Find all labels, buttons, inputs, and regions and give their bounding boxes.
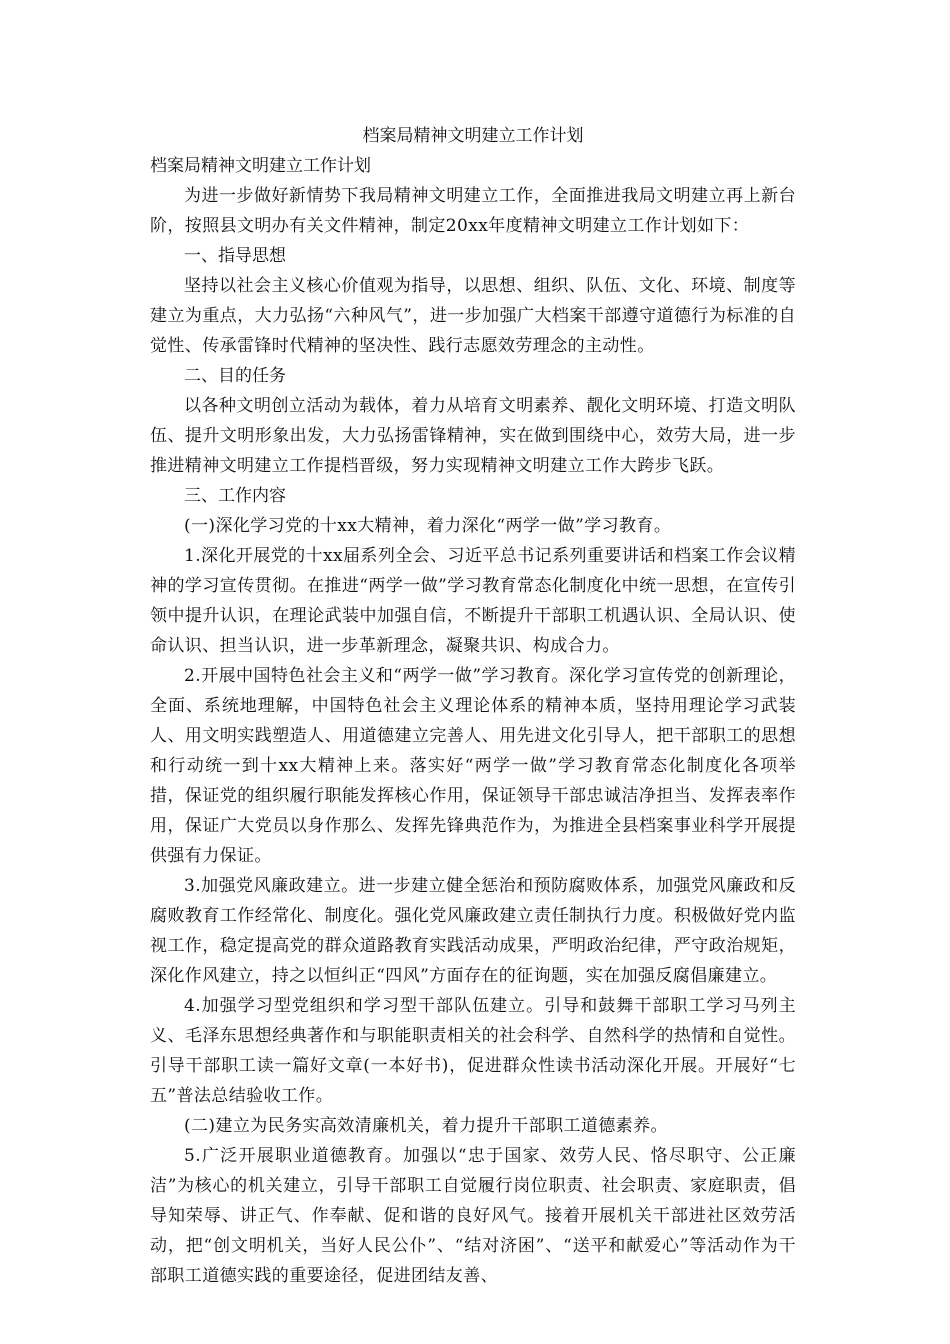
document-title: 档案局精神文明建立工作计划 [362,126,584,146]
paragraph: 坚持以社会主义核心价值观为指导，以思想、组织、队伍、文化、环境、制度等建立为重点，大力弘扬“六种风气”，进一步加强广大档案干部遵守道德行为标准的自觉性、传承雷锋时代精神的坚决性、践行志愿效劳理念的主动性。 [150,276,796,356]
paragraph: 3.加强党风廉政建立。进一步建立健全惩治和预防腐败体系，加强党风廉政和反腐败教育工作经常化、制度化。强化党风廉政建立责任制执行力度。积极做好党内监视工作，稳定提高党的群众道路教育实践活动成果，严明政治纪律，严守政治规矩，深化作风建立，持之以恒纠正“四风”方面存在的征询题，实在加强反腐倡廉建立。 [150,876,796,986]
paragraph: 5.广泛开展职业道德教育。加强以“忠于国家、效劳人民、恪尽职守、公正廉洁”为核心的机关建立，引导干部职工自觉履行岗位职责、社会职责、家庭职责，倡导知荣辱、讲正气、作奉献、促和谐的良好风气。接着开展机关干部进社区效劳活动，把“创文明机关，当好人民公仆”、“结对济困”、“送平和献爱心”等活动作为干部职工道德实践的重要途径，促进团结友善、 [150,1146,796,1286]
section-heading: 三、工作内容 [184,486,286,506]
paragraph: 1.深化开展党的十xx届系列全会、习近平总书记系列重要讲话和档案工作会议精神的学习宣传贯彻。在推进“两学一做”学习教育常态化制度化中统一思想，在宣传引领中提升认识，在理论武装中加强自信，不断提升干部职工机遇认识、全局认识、使命认识、担当认识，进一步革新理念，凝聚共识、构成合力。 [150,546,796,656]
document-subtitle: 档案局精神文明建立工作计划 [150,156,371,176]
paragraph: 2.开展中国特色社会主义和“两学一做”学习教育。深化学习宣传党的创新理论，全面、系统地理解，中国特色社会主义理论体系的精神本质，坚持用理论学习武装人、用文明实践塑造人、用道德建立完善人、用先进文化引导人，把干部职工的思想和行动统一到十xx大精神上来。落实好“两学一做”学习教育常态化制度化各项举措，保证党的组织履行职能发挥核心作用，保证领导干部忠诚洁净担当、发挥表率作用，保证广大党员以身作那么、发挥先锋典范作为，为推进全县档案事业科学开展提供强有力保证。 [150,666,796,866]
document-body [150,121,796,1291]
paragraph: (一)深化学习党的十xx大精神，着力深化“两学一做”学习教育。 [184,516,672,536]
paragraph: 以各种文明创立活动为载体，着力从培育文明素养、靓化文明环境、打造文明队伍、提升文明形象出发，大力弘扬雷锋精神，实在做到围绕中心，效劳大局，进一步推进精神文明建立工作提档晋级，努力实现精神文明建立工作大跨步飞跃。 [150,396,796,476]
paragraph: 为进一步做好新情势下我局精神文明建立工作，全面推进我局文明建立再上新台阶，按照县文明办有关文件精神，制定20xx年度精神文明建立工作计划如下： [150,186,796,236]
section-heading: 一、指导思想 [184,246,286,266]
section-heading: 二、目的任务 [184,366,286,386]
paragraph: (二)建立为民务实高效清廉机关，着力提升干部职工道德素养。 [184,1116,668,1136]
paragraph: 4.加强学习型党组织和学习型干部队伍建立。引导和鼓舞干部职工学习马列主义、毛泽东思想经典著作和与职能职责相关的社会科学、自然科学的热情和自觉性。引导干部职工读一篇好文章(一本好书)，促进群众性读书活动深化开展。开展好“七五”普法总结验收工作。 [150,996,796,1106]
